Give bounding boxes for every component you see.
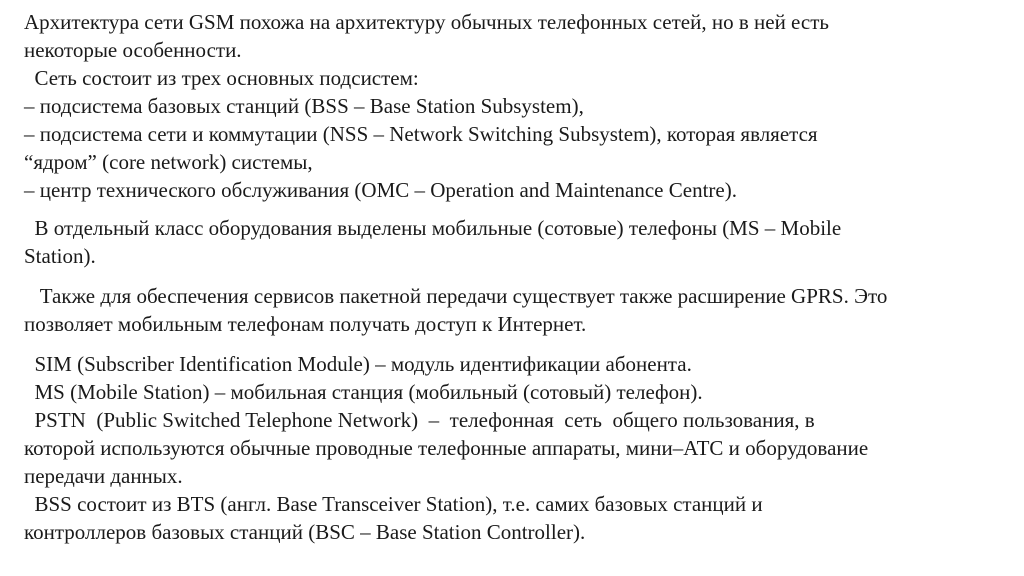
paragraph-gprs — [24, 282, 1009, 338]
list-item-omc: – центр технического обслуживания (OMC – Operation and Maintenance Centre). — [24, 178, 737, 202]
definition-pstn-cont: которой используются обычные проводные телефонные аппараты, мини–АТС и оборудование — [24, 436, 869, 460]
paragraph-definitions — [24, 350, 1009, 546]
list-item-nss: – подсистема сети и коммутации (NSS – Network Switching Subsystem), которая является — [24, 122, 818, 146]
text-line: Сеть состоит из трех основных подсистем: — [24, 66, 419, 90]
text-line: Также для обеспечения сервисов пакетной передачи существует также расширение GPRS. Это — [24, 284, 888, 308]
paragraph-subsystems — [24, 64, 1009, 204]
definition-ms: MS (Mobile Station) – мобильная станция (мобильный (сотовый) телефон). — [24, 380, 703, 404]
definition-sim: SIM (Subscriber Identification Module) – модуль идентификации абонента. — [24, 352, 692, 376]
text-line: В отдельный класс оборудования выделены мобильные (сотовые) телефоны (MS – Mobile — [24, 216, 842, 240]
text-line: позволяет мобильным телефонам получать доступ к Интернет. — [24, 312, 587, 336]
paragraph-gsm-architecture — [24, 8, 1009, 64]
text-line: Station). — [24, 244, 96, 268]
document-body — [24, 8, 1009, 546]
list-item-nss-cont: “ядром” (core network) системы, — [24, 150, 313, 174]
paragraph-mobile-stations — [24, 214, 1009, 270]
text-line: Архитектура сети GSM похожа на архитектуру обычных телефонных сетей, но в ней есть — [24, 10, 829, 34]
definition-bss-cont: контроллеров базовых станций (BSC – Base Station Controller). — [24, 520, 586, 544]
definition-bss: BSS состоит из BTS (англ. Base Transceiver Station), т.е. самих базовых станций и — [24, 492, 763, 516]
text-line: некоторые особенности. — [24, 38, 242, 62]
list-item-bss: – подсистема базовых станций (BSS – Base Station Subsystem), — [24, 94, 584, 118]
definition-pstn-end: передачи данных. — [24, 464, 183, 488]
definition-pstn: PSTN (Public Switched Telephone Network) – телефонная сеть общего пользования, в — [24, 408, 815, 432]
